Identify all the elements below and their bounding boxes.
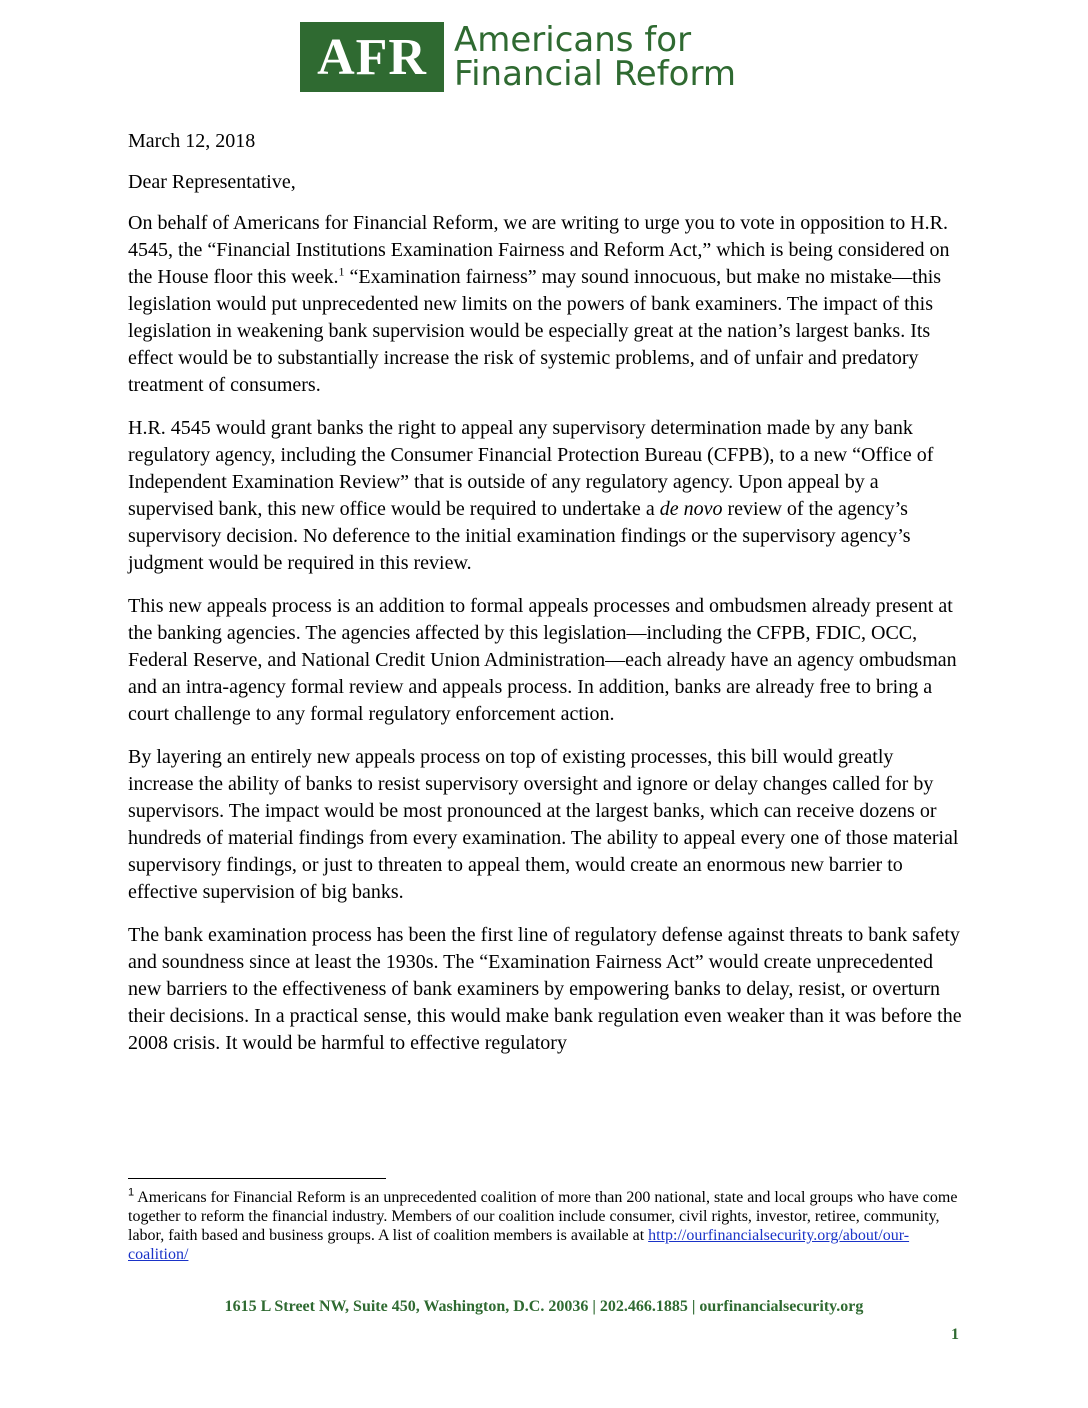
paragraph-5: The bank examination process has been the first line of regulatory defense against threats to bank safety and soundness since at least the 1930s. The “Examination Fairness Act” would create unprecedented new barriers to the effectiveness of bank examiners by empowering banks to delay, resist, or overturn their decisions. In a practical sense, this would make bank regulation even weaker than it was before the 2008 crisis. It would be harmful to effective regulatory bbox=[128, 924, 962, 1054]
coalition-link[interactable]: http://ourfinancialsecurity.org/about/our-coalition/ bbox=[128, 1227, 910, 1263]
logo-abbrev: AFR bbox=[300, 22, 444, 92]
paragraph-2-emphasis: de novo bbox=[659, 498, 723, 520]
paragraph-2-text-b: review of the agency’s supervisory decision. No deference to the initial examination findings or the supervisory agency’s judgment would be required in this review. bbox=[128, 498, 911, 574]
footnote bbox=[128, 1188, 962, 1264]
logo-line-1: Americans for bbox=[454, 20, 692, 60]
footnote-text: Americans for Financial Reform is an unprecedented coalition of more than 200 national, state and local groups who have come together to reform the financial industry. Members of our coalition include consumer, civil rights, investor, retiree, community, labor, faith based and business groups. A list of coalition members is available at bbox=[128, 1189, 958, 1244]
page-number: 1 bbox=[951, 1326, 959, 1343]
paragraph-1 bbox=[128, 210, 962, 399]
letter-body bbox=[128, 128, 962, 1073]
footnote-divider bbox=[128, 1178, 386, 1179]
letter-date: March 12, 2018 bbox=[128, 130, 256, 152]
logo-wordmark bbox=[454, 20, 736, 94]
paragraph-2-text-a: H.R. 4545 would grant banks the right to appeal any supervisory determination made by any bank regulatory agency, including the Consumer Financial Protection Bureau (CFPB), to a new “Office of Independent Examination Review” that is outside of any regulatory agency. Upon appeal by a supervised bank, this new office would be required to undertake a bbox=[128, 417, 934, 520]
paragraph-1-text-a: On behalf of Americans for Financial Reform, we are writing to urge you to vote in opposition to H.R. 4545, the “Financial Institutions Examination Fairness and Reform Act,” which is being considered on the House floor this week. bbox=[128, 212, 950, 288]
paragraph-3: This new appeals process is an addition to formal appeals processes and ombudsmen already present at the banking agencies. The agencies affected by this legislation—including the CFPB, FDIC, OCC, Federal Reserve, and National Credit Union Administration—each already have an agency ombudsman and an intra-agency formal review and appeals process. In addition, banks are already free to bring a court challenge to any formal regulatory enforcement action. bbox=[128, 595, 957, 725]
salutation: Dear Representative, bbox=[128, 171, 296, 193]
footnote-marker: 1 bbox=[128, 1186, 135, 1199]
footer-address: 1615 L Street NW, Suite 450, Washington, D.C. 20036 | 202.466.1885 | ourfinancialsecurity.org bbox=[224, 1298, 864, 1315]
paragraph-2 bbox=[128, 415, 962, 577]
footnote-reference[interactable]: 1 bbox=[338, 264, 345, 279]
logo-line-2: Financial Reform bbox=[454, 54, 736, 94]
paragraph-1-text-b: “Examination fairness” may sound innocuous, but make no mistake—this legislation would put unprecedented new limits on the powers of bank examiners. The impact of this legislation in weakening bank supervision would be especially great at the nation’s largest banks. Its effect would be to substantially increase the risk of systemic problems, and of unfair and predatory treatment of consumers. bbox=[128, 266, 942, 396]
afr-logo bbox=[300, 22, 736, 92]
paragraph-4: By layering an entirely new appeals process on top of existing processes, this bill would greatly increase the ability of banks to resist supervisory oversight and ignore or delay changes called for by supervisors. The impact would be most pronounced at the largest banks, which can receive dozens or hundreds of material findings from every examination. The ability to appeal every one of those material supervisory findings, or just to threaten to appeal them, would create an enormous new barrier to effective supervision of big banks. bbox=[128, 746, 959, 903]
